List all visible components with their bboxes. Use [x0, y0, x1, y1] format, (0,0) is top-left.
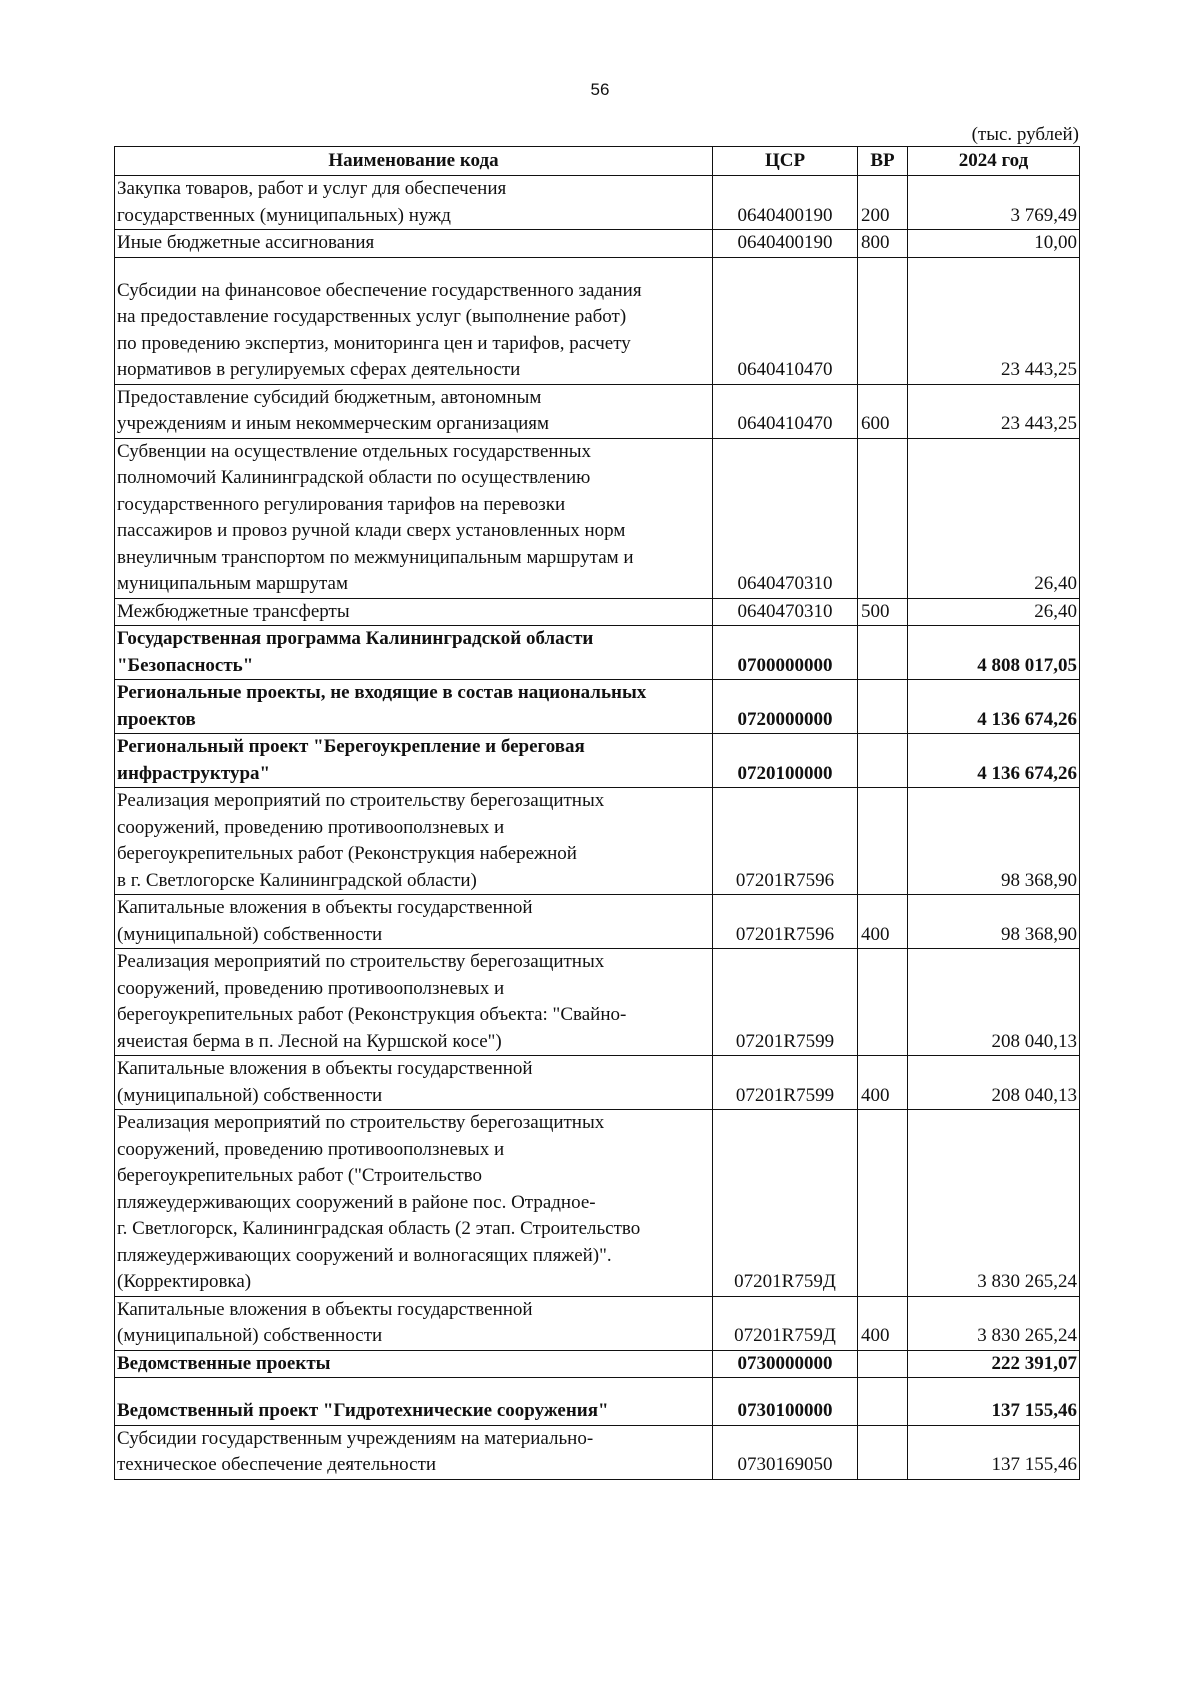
page-number: 56: [590, 80, 610, 99]
table-row: [115, 1378, 1080, 1426]
row-value: 3 830 265,24: [908, 1110, 1080, 1297]
row-csr: 0730169050: [713, 1425, 858, 1479]
row-vr: [858, 257, 908, 384]
row-csr: 07201R7596: [713, 788, 858, 895]
table-row: [115, 1425, 1080, 1479]
table-row: [115, 384, 1080, 438]
row-name: Закупка товаров, работ и услуг для обеспечения государственных (муниципальных) нужд: [115, 176, 713, 230]
row-name: Реализация мероприятий по строительству берегозащитных сооружений, проведению противооползневых и берегоукрепительных работ ("Строительство пляжеудерживающих сооружений в районе пос. Отрадное- г. Светлогорск, Калининградская область (2 этап. Строительство пляжеудерживающих сооружений и волногасящих пляжей)". (Корректировка): [115, 1110, 713, 1297]
row-value: 3 830 265,24: [908, 1296, 1080, 1350]
row-name: Предоставление субсидий бюджетным, автономным учреждениям и иным некоммерческим организациям: [115, 384, 713, 438]
row-value: 208 040,13: [908, 949, 1080, 1056]
row-vr: [858, 949, 908, 1056]
row-name: Субсидии на финансовое обеспечение государственного задания на предоставление государственных услуг (выполнение работ) по проведению экспертиз, мониторинга цен и тарифов, расчету нормативов в регулируемых сферах деятельности: [115, 257, 713, 384]
row-vr: [858, 438, 908, 598]
row-value: 208 040,13: [908, 1056, 1080, 1110]
row-csr: 07201R7599: [713, 949, 858, 1056]
row-name: Субвенции на осуществление отдельных государственных полномочий Калининградской области по осуществлению государственного регулирования тарифов на перевозки пассажиров и провоз ручной клади сверх установленных норм внеуличным транспортом по межмуниципальным маршрутам и муниципальным маршрутам: [115, 438, 713, 598]
row-value: 3 769,49: [908, 176, 1080, 230]
header-row: [115, 147, 1080, 176]
header-year: 2024 год: [908, 147, 1080, 176]
header-vr: ВР: [858, 147, 908, 176]
row-csr: 0700000000: [713, 626, 858, 680]
row-csr: 0640470310: [713, 598, 858, 626]
row-vr: 800: [858, 230, 908, 258]
row-vr: [858, 1350, 908, 1378]
row-name: Межбюджетные трансферты: [115, 598, 713, 626]
row-name: Капитальные вложения в объекты государственной (муниципальной) собственности: [115, 1056, 713, 1110]
row-value: 137 155,46: [908, 1425, 1080, 1479]
header-name: Наименование кода: [115, 147, 713, 176]
row-name: Капитальные вложения в объекты государственной (муниципальной) собственности: [115, 895, 713, 949]
row-value: 98 368,90: [908, 895, 1080, 949]
row-vr: 400: [858, 1296, 908, 1350]
row-csr: 0640470310: [713, 438, 858, 598]
row-name: Иные бюджетные ассигнования: [115, 230, 713, 258]
row-vr: 400: [858, 895, 908, 949]
row-vr: 200: [858, 176, 908, 230]
row-name: Ведомственный проект "Гидротехнические сооружения": [115, 1378, 713, 1426]
table-row: [115, 626, 1080, 680]
row-value: 137 155,46: [908, 1378, 1080, 1426]
units-label: (тыс. рублей): [971, 124, 1079, 145]
row-value: 26,40: [908, 438, 1080, 598]
table-row: [115, 1056, 1080, 1110]
row-name: Реализация мероприятий по строительству берегозащитных сооружений, проведению противооползневых и берегоукрепительных работ (Реконструкция объекта: "Свайно- ячеистая берма в п. Лесной на Куршской косе"): [115, 949, 713, 1056]
row-vr: 400: [858, 1056, 908, 1110]
table-row: [115, 257, 1080, 384]
row-name: Субсидии государственным учреждениям на материально- техническое обеспечение деятельности: [115, 1425, 713, 1479]
table-row: [115, 176, 1080, 230]
table-row: [115, 438, 1080, 598]
row-value: 4 808 017,05: [908, 626, 1080, 680]
row-vr: [858, 1378, 908, 1426]
table-row: [115, 788, 1080, 895]
row-csr: 07201R759Д: [713, 1110, 858, 1297]
row-value: 10,00: [908, 230, 1080, 258]
row-name: Региональный проект "Берегоукрепление и береговая инфраструктура": [115, 734, 713, 788]
row-name: Капитальные вложения в объекты государственной (муниципальной) собственности: [115, 1296, 713, 1350]
table-row: [115, 1296, 1080, 1350]
row-vr: [858, 788, 908, 895]
row-csr: 07201R7599: [713, 1056, 858, 1110]
row-name: Реализация мероприятий по строительству берегозащитных сооружений, проведению противооползневых и берегоукрепительных работ (Реконструкция набережной в г. Светлогорске Калининградской области): [115, 788, 713, 895]
row-value: 4 136 674,26: [908, 680, 1080, 734]
row-name: Государственная программа Калининградской области "Безопасность": [115, 626, 713, 680]
row-name: Региональные проекты, не входящие в состав национальных проектов: [115, 680, 713, 734]
table-row: [115, 1110, 1080, 1297]
table-body: [115, 176, 1080, 1480]
row-value: 26,40: [908, 598, 1080, 626]
row-csr: 07201R759Д: [713, 1296, 858, 1350]
row-vr: 600: [858, 384, 908, 438]
row-csr: 0730000000: [713, 1350, 858, 1378]
table-row: [115, 598, 1080, 626]
row-vr: 500: [858, 598, 908, 626]
table-row: [115, 680, 1080, 734]
row-csr: 0640400190: [713, 230, 858, 258]
budget-table: [114, 146, 1080, 1480]
table-row: [115, 230, 1080, 258]
row-csr: 0720000000: [713, 680, 858, 734]
row-vr: [858, 734, 908, 788]
row-value: 98 368,90: [908, 788, 1080, 895]
row-vr: [858, 680, 908, 734]
row-vr: [858, 626, 908, 680]
row-csr: 0640400190: [713, 176, 858, 230]
row-csr: 0640410470: [713, 384, 858, 438]
table-row: [115, 949, 1080, 1056]
row-vr: [858, 1110, 908, 1297]
row-value: 23 443,25: [908, 257, 1080, 384]
table-row: [115, 734, 1080, 788]
header-csr: ЦСР: [713, 147, 858, 176]
row-csr: 0730100000: [713, 1378, 858, 1426]
row-value: 222 391,07: [908, 1350, 1080, 1378]
table-row: [115, 1350, 1080, 1378]
row-value: 4 136 674,26: [908, 734, 1080, 788]
row-csr: 0720100000: [713, 734, 858, 788]
row-name: Ведомственные проекты: [115, 1350, 713, 1378]
row-value: 23 443,25: [908, 384, 1080, 438]
row-vr: [858, 1425, 908, 1479]
row-csr: 0640410470: [713, 257, 858, 384]
table-row: [115, 895, 1080, 949]
row-csr: 07201R7596: [713, 895, 858, 949]
